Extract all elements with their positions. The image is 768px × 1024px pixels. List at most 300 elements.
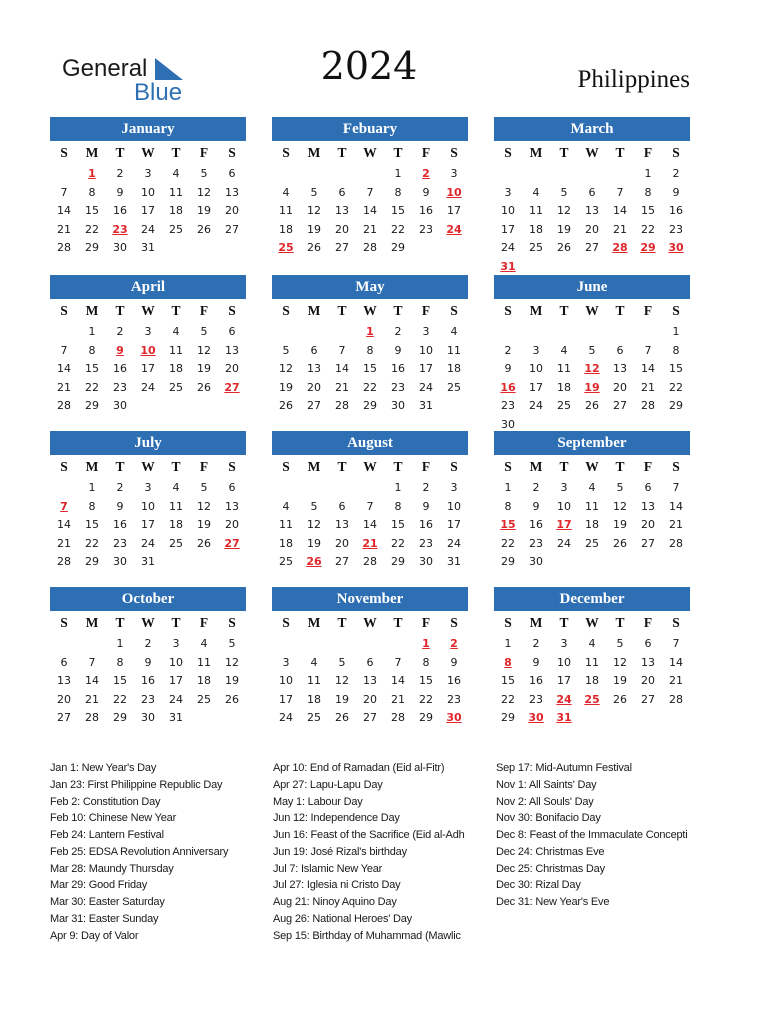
day-cell: 25	[585, 536, 599, 550]
weekday-label: T	[615, 145, 625, 160]
day-cell: 4	[588, 637, 596, 650]
day-cell: 24	[529, 399, 543, 412]
day-cell: 9	[144, 655, 152, 669]
day-cell: 29	[113, 711, 127, 724]
day-cell: 1	[504, 637, 512, 650]
day-cell: 19	[197, 362, 211, 375]
day-cell: 26	[613, 692, 627, 706]
weekday-label: W	[585, 615, 599, 630]
holiday-list-item: Apr 9: Day of Valor	[50, 929, 139, 942]
day-cell: 28	[641, 399, 655, 412]
weekday-label: M	[85, 303, 99, 318]
weekday-label: M	[307, 459, 321, 474]
holiday-day-cell: 19	[584, 380, 600, 394]
day-cell: 4	[172, 481, 180, 494]
holiday-list-item: Mar 28: Maundy Thursday	[50, 862, 174, 875]
day-cell: 26	[613, 536, 627, 550]
empty-day-cell	[328, 635, 356, 654]
empty-day-cell	[300, 165, 328, 184]
weekday-label: F	[643, 145, 653, 160]
weekday-label: T	[337, 615, 347, 630]
holiday-day-cell: 7	[60, 499, 68, 513]
empty-day-cell	[550, 165, 578, 184]
day-cell: 18	[169, 362, 183, 375]
day-cell: 16	[113, 362, 127, 375]
holiday-list-col-1	[50, 760, 250, 944]
day-cell: 25	[169, 380, 183, 394]
empty-day-cell	[78, 635, 106, 654]
day-cell: 25	[169, 536, 183, 550]
day-cell: 11	[585, 655, 599, 669]
day-cell: 1	[644, 167, 652, 180]
day-cell: 8	[394, 185, 402, 199]
day-cell: 17	[169, 674, 183, 687]
day-cell: 15	[641, 204, 655, 217]
day-cell: 4	[560, 343, 568, 357]
weekday-label: S	[672, 303, 680, 318]
day-cell: 4	[282, 499, 290, 513]
day-cell: 3	[450, 481, 458, 494]
day-cell: 23	[529, 692, 543, 706]
day-cell: 18	[585, 518, 599, 531]
day-cell: 30	[419, 555, 433, 568]
day-cell: 22	[501, 536, 515, 550]
day-cell: 21	[391, 692, 405, 706]
day-cell: 5	[310, 499, 318, 513]
day-cell: 18	[529, 222, 543, 236]
day-cell: 12	[225, 655, 239, 669]
day-cell: 14	[669, 655, 683, 669]
day-cell: 12	[557, 204, 571, 217]
day-grid	[494, 323, 690, 434]
weekday-label: S	[450, 303, 458, 318]
empty-day-cell	[606, 323, 634, 342]
empty-day-cell	[356, 479, 384, 498]
empty-day-cell	[272, 165, 300, 184]
day-cell: 12	[197, 343, 211, 357]
day-cell: 4	[282, 185, 290, 199]
day-cell: 3	[172, 637, 180, 650]
day-cell: 10	[557, 499, 571, 513]
holiday-day-cell: 8	[504, 655, 512, 669]
day-cell: 20	[585, 222, 599, 236]
day-cell: 9	[116, 185, 124, 199]
weekday-label: T	[559, 615, 569, 630]
weekday-label: T	[393, 459, 403, 474]
day-cell: 28	[57, 241, 71, 254]
holiday-list-item: Jul 7: Islamic New Year	[273, 862, 383, 875]
day-cell: 15	[391, 518, 405, 531]
holiday-list-item: Mar 30: Easter Saturday	[50, 896, 165, 908]
day-cell: 28	[57, 555, 71, 568]
holiday-day-cell: 30	[668, 241, 684, 254]
day-cell: 16	[141, 674, 155, 687]
empty-day-cell	[272, 635, 300, 654]
day-cell: 29	[85, 555, 99, 568]
day-cell: 19	[197, 204, 211, 217]
holiday-day-cell: 31	[500, 259, 516, 273]
day-cell: 8	[504, 499, 512, 513]
weekday-header-row	[272, 299, 468, 323]
month-header: March	[494, 117, 690, 141]
holiday-list-item: Jun 19: José Rizal's birthday	[273, 845, 407, 858]
day-cell: 7	[338, 343, 346, 357]
holiday-list-item: Feb 10: Chinese New Year	[50, 812, 177, 825]
day-cell: 26	[335, 711, 349, 724]
calendar-year: 2024	[320, 44, 418, 88]
weekday-label: S	[60, 459, 68, 474]
day-cell: 29	[391, 555, 405, 568]
day-cell: 6	[228, 167, 236, 180]
empty-day-cell	[300, 479, 328, 498]
day-cell: 6	[366, 655, 374, 669]
holiday-day-cell: 1	[422, 637, 430, 650]
day-cell: 7	[88, 655, 96, 669]
day-cell: 2	[532, 481, 540, 494]
day-cell: 12	[197, 185, 211, 199]
weekday-label: S	[60, 615, 68, 630]
day-cell: 16	[447, 674, 461, 687]
day-cell: 4	[588, 481, 596, 494]
day-cell: 27	[641, 692, 655, 706]
day-cell: 27	[363, 711, 377, 724]
day-cell: 7	[60, 343, 68, 357]
day-cell: 12	[307, 518, 321, 531]
empty-day-cell	[50, 323, 78, 342]
weekday-label: M	[529, 615, 543, 630]
holiday-list-item: Jan 23: First Philippine Republic Day	[50, 778, 223, 791]
weekday-label: S	[504, 303, 512, 318]
day-cell: 15	[85, 204, 99, 217]
day-cell: 3	[422, 325, 430, 338]
empty-day-cell	[356, 165, 384, 184]
day-cell: 13	[613, 362, 627, 375]
day-cell: 6	[338, 499, 346, 513]
day-cell: 14	[57, 518, 71, 531]
day-cell: 12	[307, 204, 321, 217]
day-cell: 12	[613, 655, 627, 669]
day-cell: 5	[560, 185, 568, 199]
day-cell: 5	[338, 655, 346, 669]
empty-day-cell	[328, 323, 356, 342]
day-cell: 2	[504, 343, 512, 357]
weekday-label: S	[282, 459, 290, 474]
day-cell: 11	[447, 343, 461, 357]
day-cell: 13	[335, 518, 349, 531]
day-cell: 30	[113, 555, 127, 568]
country-name: Philippines	[577, 66, 690, 93]
day-cell: 5	[282, 343, 290, 357]
empty-day-cell	[634, 323, 662, 342]
day-grid	[494, 635, 690, 728]
day-cell: 29	[85, 399, 99, 412]
month-header: Febuary	[272, 117, 468, 141]
weekday-label: F	[643, 303, 653, 318]
day-cell: 5	[616, 637, 624, 650]
weekday-header-row	[272, 141, 468, 165]
day-cell: 18	[557, 380, 571, 394]
day-cell: 31	[419, 399, 433, 412]
day-cell: 3	[560, 481, 568, 494]
day-cell: 8	[88, 185, 96, 199]
holiday-list-item: Jul 27: Iglesia ni Cristo Day	[273, 879, 401, 892]
day-cell: 18	[279, 222, 293, 236]
day-cell: 5	[200, 481, 208, 494]
day-cell: 16	[529, 518, 543, 531]
day-cell: 19	[197, 518, 211, 531]
day-cell: 24	[141, 222, 155, 236]
day-cell: 1	[672, 325, 680, 338]
day-cell: 11	[169, 185, 183, 199]
day-cell: 24	[279, 711, 293, 724]
day-cell: 17	[141, 362, 155, 375]
day-cell: 23	[669, 222, 683, 236]
logo-word-blue: Blue	[134, 79, 183, 106]
empty-day-cell	[384, 635, 412, 654]
holiday-list-item: Dec 31: New Year's Eve	[496, 896, 610, 908]
empty-day-cell	[272, 479, 300, 498]
day-cell: 6	[588, 185, 596, 199]
day-cell: 5	[588, 343, 596, 357]
day-cell: 27	[335, 555, 349, 568]
day-cell: 13	[585, 204, 599, 217]
day-cell: 19	[335, 692, 349, 706]
day-cell: 29	[669, 399, 683, 412]
holiday-day-cell: 30	[528, 711, 544, 724]
day-cell: 29	[501, 711, 515, 724]
weekday-label: T	[393, 303, 403, 318]
day-cell: 21	[85, 692, 99, 706]
weekday-label: S	[282, 615, 290, 630]
day-cell: 15	[391, 204, 405, 217]
day-cell: 28	[85, 711, 99, 724]
month-december	[494, 587, 690, 728]
holiday-day-cell: 2	[450, 637, 458, 650]
weekday-label: T	[559, 459, 569, 474]
day-cell: 27	[307, 399, 321, 412]
weekday-label: T	[337, 303, 347, 318]
day-cell: 18	[447, 362, 461, 375]
weekday-header-row	[50, 611, 246, 635]
day-cell: 24	[141, 380, 155, 394]
day-cell: 17	[141, 204, 155, 217]
weekday-label: S	[504, 459, 512, 474]
weekday-label: S	[228, 459, 236, 474]
day-cell: 11	[279, 518, 293, 531]
day-cell: 14	[669, 499, 683, 513]
weekday-label: T	[171, 459, 181, 474]
day-cell: 30	[529, 555, 543, 568]
day-cell: 8	[88, 499, 96, 513]
day-cell: 17	[501, 222, 515, 236]
holiday-list-item: Dec 25: Christmas Day	[496, 862, 605, 875]
day-cell: 18	[279, 536, 293, 550]
day-cell: 7	[60, 185, 68, 199]
day-cell: 9	[450, 655, 458, 669]
day-cell: 22	[391, 536, 405, 550]
day-cell: 28	[363, 555, 377, 568]
holiday-list-item: Nov 30: Bonifacio Day	[496, 812, 601, 825]
month-october	[50, 587, 246, 728]
weekday-label: W	[141, 615, 155, 630]
day-cell: 9	[504, 362, 512, 375]
holiday-list-item: Aug 21: Ninoy Aquino Day	[273, 896, 397, 908]
month-march	[494, 117, 690, 276]
day-grid	[50, 165, 246, 258]
weekday-label: M	[529, 145, 543, 160]
day-cell: 1	[88, 481, 96, 494]
day-cell: 9	[422, 499, 430, 513]
day-cell: 25	[447, 380, 461, 394]
day-cell: 22	[85, 222, 99, 236]
day-cell: 20	[335, 222, 349, 236]
day-cell: 10	[141, 499, 155, 513]
day-cell: 12	[613, 499, 627, 513]
logo-word-general: General	[62, 55, 148, 82]
day-cell: 2	[672, 167, 680, 180]
day-cell: 13	[641, 655, 655, 669]
month-september	[494, 431, 690, 572]
holiday-day-cell: 29	[640, 241, 656, 254]
day-grid	[50, 635, 246, 728]
day-cell: 21	[57, 536, 71, 550]
empty-day-cell	[300, 635, 328, 654]
day-cell: 15	[669, 362, 683, 375]
holiday-list-item: Aug 26: National Heroes' Day	[273, 912, 412, 925]
day-cell: 15	[501, 674, 515, 687]
holiday-list-item: Feb 24: Lantern Festival	[50, 829, 164, 841]
day-cell: 3	[450, 167, 458, 180]
day-cell: 26	[585, 399, 599, 412]
weekday-label: M	[307, 145, 321, 160]
day-cell: 26	[225, 692, 239, 706]
weekday-label: W	[363, 615, 377, 630]
holiday-list-item: Jan 1: New Year's Day	[50, 762, 157, 774]
day-cell: 11	[279, 204, 293, 217]
day-cell: 4	[532, 185, 540, 199]
day-cell: 21	[57, 222, 71, 236]
weekday-label: T	[171, 615, 181, 630]
holiday-list-item: Mar 31: Easter Sunday	[50, 912, 159, 925]
holiday-day-cell: 17	[556, 518, 572, 531]
day-cell: 29	[363, 399, 377, 412]
month-header: December	[494, 587, 690, 611]
month-header: October	[50, 587, 246, 611]
day-cell: 13	[225, 499, 239, 513]
day-cell: 28	[57, 399, 71, 412]
day-cell: 10	[141, 185, 155, 199]
weekday-label: F	[421, 145, 431, 160]
day-cell: 3	[282, 655, 290, 669]
weekday-label: F	[421, 459, 431, 474]
day-cell: 28	[669, 536, 683, 550]
holiday-day-cell: 12	[584, 362, 600, 375]
holiday-day-cell: 28	[612, 241, 628, 254]
day-cell: 27	[57, 711, 71, 724]
day-cell: 20	[225, 362, 239, 375]
day-cell: 19	[279, 380, 293, 394]
day-cell: 4	[200, 637, 208, 650]
day-cell: 17	[447, 518, 461, 531]
day-cell: 2	[394, 325, 402, 338]
day-cell: 21	[669, 518, 683, 531]
weekday-header-row	[50, 455, 246, 479]
weekday-label: S	[282, 303, 290, 318]
day-cell: 16	[419, 518, 433, 531]
day-cell: 17	[279, 692, 293, 706]
day-cell: 2	[116, 167, 124, 180]
month-header: September	[494, 431, 690, 455]
day-cell: 4	[310, 655, 318, 669]
month-header: July	[50, 431, 246, 455]
empty-day-cell	[328, 479, 356, 498]
weekday-label: T	[171, 303, 181, 318]
day-cell: 13	[335, 204, 349, 217]
day-cell: 23	[141, 692, 155, 706]
day-cell: 26	[197, 222, 211, 236]
day-cell: 21	[363, 222, 377, 236]
day-cell: 20	[335, 536, 349, 550]
weekday-label: F	[421, 303, 431, 318]
holiday-day-cell: 10	[140, 343, 156, 357]
day-cell: 28	[363, 241, 377, 254]
day-cell: 13	[363, 674, 377, 687]
day-grid	[272, 635, 468, 728]
day-cell: 5	[200, 167, 208, 180]
weekday-label: W	[585, 145, 599, 160]
holiday-day-cell: 24	[556, 692, 572, 706]
day-cell: 28	[669, 692, 683, 706]
weekday-label: W	[141, 459, 155, 474]
day-cell: 17	[419, 362, 433, 375]
day-cell: 3	[560, 637, 568, 650]
day-cell: 21	[669, 674, 683, 687]
month-header: June	[494, 275, 690, 299]
weekday-label: M	[85, 145, 99, 160]
day-cell: 16	[113, 204, 127, 217]
holiday-list-item: Dec 30: Rizal Day	[496, 879, 581, 892]
day-cell: 6	[60, 655, 68, 669]
day-cell: 13	[225, 185, 239, 199]
weekday-label: S	[282, 145, 290, 160]
weekday-label: S	[450, 615, 458, 630]
day-cell: 14	[57, 204, 71, 217]
day-cell: 25	[557, 399, 571, 412]
day-cell: 13	[225, 343, 239, 357]
day-cell: 23	[113, 536, 127, 550]
month-july	[50, 431, 246, 572]
day-cell: 13	[57, 674, 71, 687]
day-cell: 18	[197, 674, 211, 687]
day-cell: 9	[532, 655, 540, 669]
day-cell: 1	[394, 167, 402, 180]
day-cell: 19	[225, 674, 239, 687]
day-cell: 27	[225, 222, 239, 236]
empty-day-cell	[606, 165, 634, 184]
day-cell: 23	[391, 380, 405, 394]
day-cell: 16	[669, 204, 683, 217]
day-cell: 19	[557, 222, 571, 236]
day-cell: 8	[672, 343, 680, 357]
day-cell: 26	[197, 536, 211, 550]
day-cell: 29	[85, 241, 99, 254]
month-header: January	[50, 117, 246, 141]
day-cell: 19	[613, 674, 627, 687]
day-cell: 19	[307, 222, 321, 236]
day-cell: 10	[279, 674, 293, 687]
day-cell: 7	[366, 185, 374, 199]
day-cell: 10	[529, 362, 543, 375]
